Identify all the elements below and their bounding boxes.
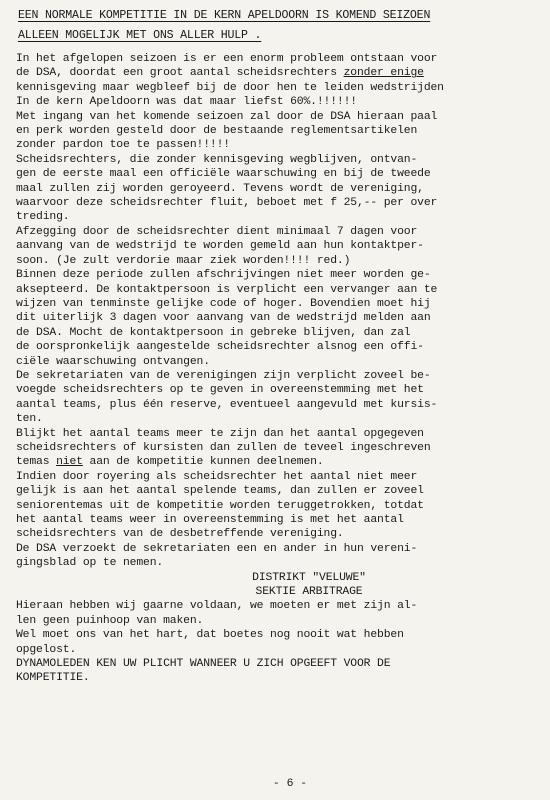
text-line: aksepteerd. De kontaktpersoon is verplicht een vervanger aan te [16, 283, 438, 296]
text-line: Scheidsrechters, die zonder kennisgeving wegblijven, ontvan- [16, 153, 418, 166]
text-line: KOMPETITIE. [16, 672, 90, 685]
text-line: aanvang van de wedstrijd te worden gemeld aan hun kontaktper- [16, 240, 424, 253]
paragraph-8 [16, 470, 532, 542]
text-line: Blijkt het aantal teams meer te zijn dan het aantal opgegeven [16, 427, 424, 440]
underlined-text: zonder enige [343, 67, 424, 80]
text-line: temas niet aan de kompetitie kunnen deelnemen. [16, 456, 324, 469]
headline-line-1: EEN NORMALE KOMPETITIE IN DE KERN APELDOORN IS KOMEND SEIZOEN [18, 9, 431, 22]
signature-district: DISTRIKT "VELUWE" [252, 571, 366, 584]
article-body [16, 52, 532, 686]
paragraph-9 [16, 542, 532, 571]
headline [16, 6, 532, 46]
text-line: In het afgelopen seizoen is er een enorm probleem ontstaan voor [16, 53, 438, 65]
closing-paragraph-3 [16, 657, 532, 686]
text-line: Met ingang van het komende seizoen zal door de DSA hieraan paal [16, 110, 438, 123]
text-line: De sekretariaten van de verenigingen zijn verplicht zoveel be- [16, 369, 431, 382]
text-line: gingsblad op te nemen. [16, 557, 164, 570]
text-line: maal zullen zij worden geroyeerd. Tevens wordt de vereniging, [16, 182, 424, 195]
closing-paragraph-2 [16, 628, 532, 657]
text-line: In de kern Apeldoorn was dat maar liefst 60%.!!!!!! [16, 96, 357, 109]
text-line: Afzegging door de scheidsrechter dient minimaal 7 dagen voor [16, 225, 418, 238]
text-line: seniorentemas uit de kompetitie worden teruggetrokken, totdat [16, 499, 424, 512]
paragraph-5 [16, 268, 532, 369]
text-line: de oorspronkelijk aangestelde scheidsrechter alsnog een offi- [16, 341, 424, 354]
text-line: soon. (Je zult verdorie maar ziek worden!!!! red.) [16, 254, 351, 267]
text-line: DYNAMOLEDEN KEN UW PLICHT WANNEER U ZICH OPGEEFT VOOR DE [16, 658, 391, 671]
text-line: gelijk is aan het aantal spelende teams, dan zullen er zoveel [16, 485, 424, 498]
paragraph-4 [16, 225, 532, 268]
text-line: Binnen deze periode zullen afschrijvingen niet meer worden ge- [16, 269, 431, 282]
closing-paragraph-1 [16, 599, 532, 628]
text-line: len geen puinhoop van maken. [16, 614, 204, 627]
text-line: Wel moet ons van het hart, dat boetes nog nooit wat hebben [16, 629, 404, 642]
paragraph-1 [16, 52, 532, 110]
page-number: - 6 - [272, 778, 308, 790]
text-line: scheidsrechters of kursisten dan zullen de teveel ingeschreven [16, 441, 431, 454]
text-line: Indien door royering als scheidsrechter het aantal niet meer [16, 470, 418, 483]
text-line: Hieraan hebben wij gaarne voldaan, we moeten er met zijn al- [16, 600, 418, 613]
text-line: de DSA. Mocht de kontaktpersoon in gebreke blijven, dan zal [16, 326, 411, 339]
text-line: het aantal teams weer in overeenstemming is met het aantal [16, 514, 404, 526]
text-line: ciële waarschuwing ontvangen. [16, 355, 210, 368]
text-line: scheidsrechters van de desbetreffende vereniging. [16, 528, 344, 541]
text-line: gen de eerste maal een officiële waarschuwing en bij de tweede [16, 168, 431, 181]
text-line: ten. [16, 413, 43, 426]
paragraph-2 [16, 110, 532, 153]
text-line: treding. [16, 211, 70, 224]
signature-block [16, 571, 532, 600]
text-line: en perk worden gesteld door de bestaande reglementsartikelen [16, 125, 418, 138]
text-line: opgelost. [16, 643, 77, 656]
paragraph-3 [16, 153, 532, 225]
paragraph-7 [16, 427, 532, 470]
text-line: De DSA verzoekt de sekretariaten een en ander in hun vereni- [16, 542, 418, 555]
text-line: waarvoor deze scheidsrechter fluit, beboet met f 25,-- per over [16, 197, 438, 210]
text-line: zonder pardon toe te passen!!!!! [16, 139, 230, 152]
text-line: dit uiterlijk 3 dagen voor aanvang van de wedstrijd melden aan [16, 312, 431, 325]
text-line: de DSA, doordat een groot aantal scheidsrechters zonder enige [16, 67, 424, 80]
underlined-text: niet [56, 456, 83, 469]
text-line: kennisgeving maar wegbleef bij de door hen te leiden wedstrijden [16, 81, 444, 94]
signature-section: SEKTIE ARBITRAGE [255, 586, 363, 599]
text-line: voegde scheidsrechters op te geven in overeenstemming met het [16, 384, 424, 397]
headline-line-2: ALLEEN MOGELIJK MET ONS ALLER HULP . [18, 29, 262, 42]
text-line: aantal teams, plus één reserve, eventueel aangevuld met kursis- [16, 398, 438, 411]
text-line: wijzen van tenminste gelijke code of hoger. Bovendien moet hij [16, 297, 431, 310]
paragraph-6 [16, 369, 532, 427]
